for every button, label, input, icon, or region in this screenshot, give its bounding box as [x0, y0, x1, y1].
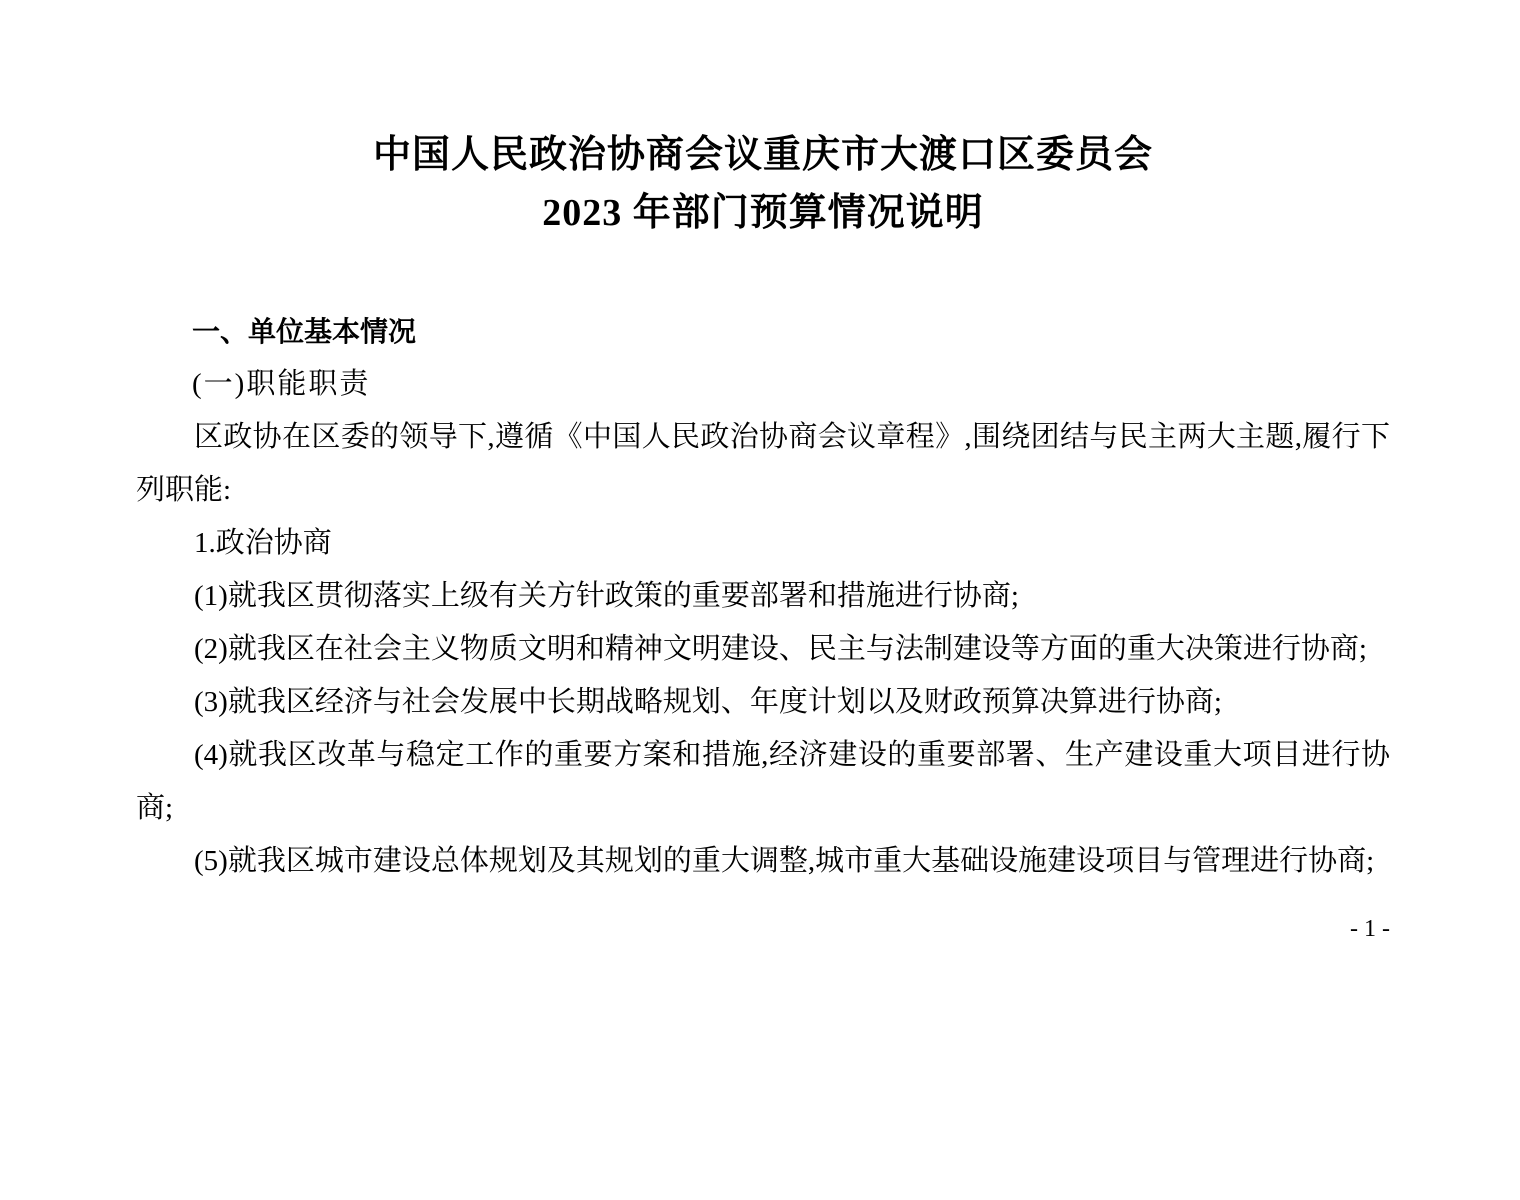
paragraph-item-2: (2)就我区在社会主义物质文明和精神文明建设、民主与法制建设等方面的重大决策进行协商;: [194, 633, 1367, 665]
section-heading-unit-basic-info: 一、单位基本情况: [192, 316, 417, 347]
paragraph-item-3: (3)就我区经济与社会发展中长期战略规划、年度计划以及财政预算决算进行协商;: [194, 686, 1222, 718]
subsection-heading-duties: (一)职能职责: [192, 368, 371, 400]
paragraph-item-4: (4)就我区改革与稳定工作的重要方案和措施,经济建设的重要部署、生产建设重大项目进行协商;: [136, 739, 1390, 824]
document-title-line-1: 中国人民政治协商会议重庆市大渡口区委员会: [372, 134, 1153, 176]
paragraph-item-5: (5)就我区城市建设总体规划及其规划的重大调整,城市重大基础设施建设项目与管理进行协商;: [194, 845, 1375, 877]
paragraph-item-1: (1)就我区贯彻落实上级有关方针政策的重要部署和措施进行协商;: [194, 580, 1019, 612]
page-number: - 1 -: [1350, 916, 1390, 942]
paragraph-intro: 区政协在区委的领导下,遵循《中国人民政治协商会议章程》,围绕团结与民主两大主题,履行下列职能:: [136, 421, 1390, 506]
paragraph-political-consultation: 1.政治协商: [194, 527, 332, 559]
document-page: [0, 126, 1520, 1200]
document-title-line-2: 2023 年部门预算情况说明: [542, 192, 984, 234]
document-title: [136, 126, 1390, 242]
